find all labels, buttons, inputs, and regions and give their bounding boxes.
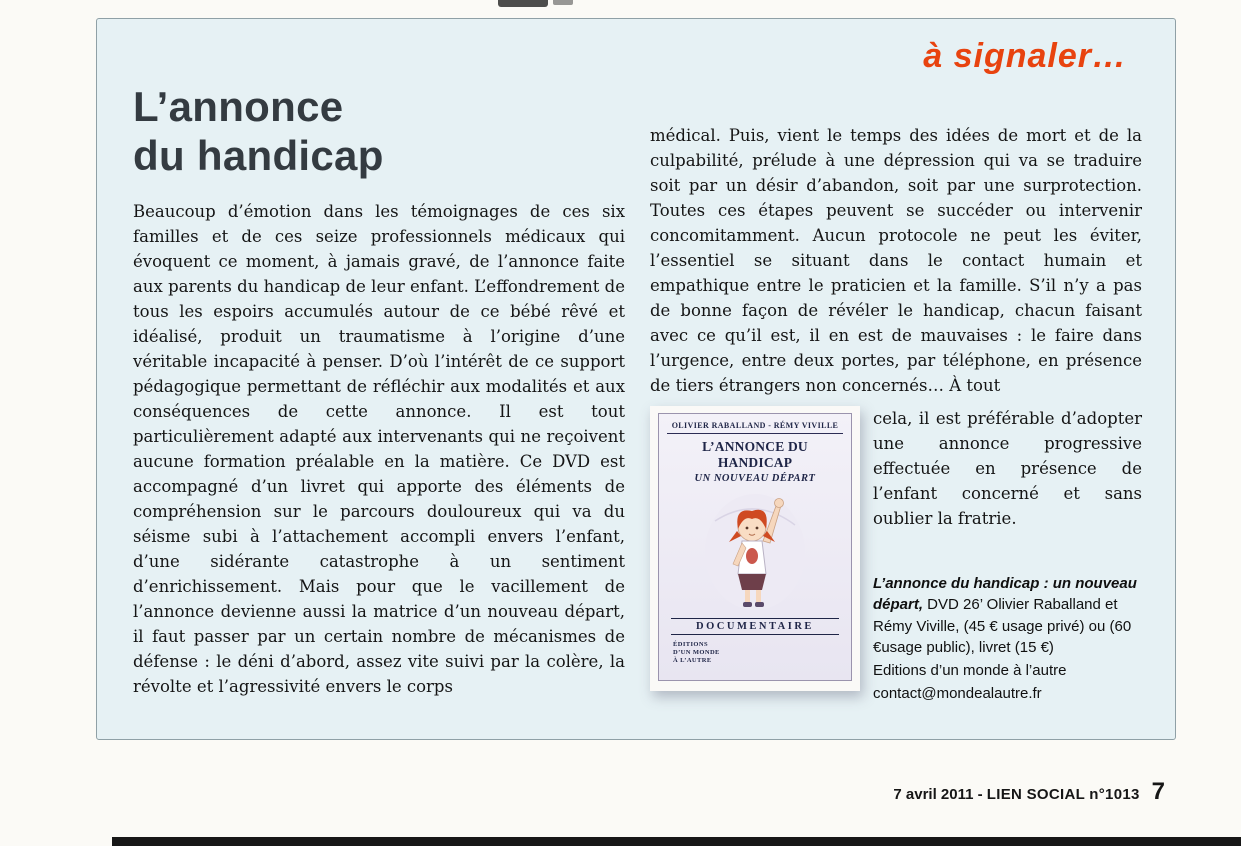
article-panel	[96, 18, 1176, 740]
page-number: 7	[1151, 778, 1165, 805]
dvd-cover-publisher-line: À L’AUTRE	[673, 657, 712, 665]
dvd-cover-title: L’ANNONCE DU HANDICAP	[702, 439, 808, 470]
footer-date: 7 avril 2011 -	[893, 786, 987, 803]
article-paragraph-left: Beaucoup d’émotion dans les témoignages de ces six familles et de ces seize professionnels médicaux qui évoquent ce moment, à jamais gravé, de l’annonce faite aux parents du handicap de leur enfant. L’effondrement de tous les espoirs accumulés autour de ce bébé rêvé et idéalisé, produit un traumatisme à l’origine d’une véritable incapacité à penser. D’où l’intérêt de ce support pédagogique permettant de réfléchir aux modalités et aux conséquences de cette annonce. Il est tout particulièrement adapté aux intervenants qui ne reçoivent aucune formation préalable en la matière. Ce DVD est accompagné d’un livret qui apporte des éléments de compréhension sur le parcours douloureux qui va du séisme subi à l’attachement accompli envers l’enfant, d’une sidérante catastrophe à un sentiment d’enrichissement. Mais pour que le vacillement de l’annonce devienne aussi la matrice d’un nouveau départ, il faut passer par un certain nombre de mécanismes de défense : le déni d’abord, assez vite suivi par la colère, la révolte et l’agressivité envers le corps	[133, 202, 625, 696]
dvd-cover-publisher-line: D’UN MONDE	[673, 649, 720, 657]
caption-email: contact@mondealautre.fr	[873, 685, 1042, 703]
child-illustration	[700, 489, 810, 615]
article-paragraph-right-wrap: cela, il est préférable d’adopter une annonce progressive effectuée en présence de l’enfant concerné et sans oublier la fratrie.	[873, 409, 1142, 528]
article-title	[133, 83, 384, 180]
dvd-cover-publisher	[673, 641, 845, 665]
section-label: à signaler…	[923, 37, 1127, 75]
caption-publisher: Editions d’un monde à l’autre	[873, 662, 1067, 680]
media-and-caption-row	[650, 406, 1142, 705]
dvd-cover	[658, 413, 852, 681]
dvd-cover-subtitle: UN NOUVEAU DÉPART	[694, 473, 816, 484]
scan-artifact-top	[553, 0, 573, 5]
caption-title: L’annonce du handicap : un nouveau départ,	[873, 575, 1137, 614]
article-column-right	[650, 123, 1142, 705]
wrap-text-column	[873, 406, 1142, 705]
caption-details: DVD 26’ Olivier Raballand et Rémy Viville, (45 € usage privé) ou (60 €usage public), livret (15 €)	[873, 596, 1132, 656]
dvd-cover-illustration	[677, 489, 833, 615]
media-caption	[873, 573, 1142, 705]
article-title-line2: du handicap	[133, 131, 384, 179]
footer-magazine: LIEN SOCIAL n°1013	[986, 786, 1140, 803]
page-footer	[893, 778, 1165, 806]
article-column-left	[133, 199, 625, 699]
scan-artifact-bottom-bar	[112, 837, 1241, 846]
scan-artifact-top	[498, 0, 548, 7]
dvd-cover-publisher-line: ÉDITIONS	[673, 641, 708, 648]
article-paragraph-right-top: médical. Puis, vient le temps des idées de mort et de la culpabilité, prélude à une dépression qui va se traduire soit par un désir d’abandon, soit par une surprotection. Toutes ces étapes peuvent se succéder ou intervenir concomitamment. Aucun protocole ne peut les éviter, l’essentiel se situant dans le contact humain et empathique entre le praticien et la famille. S’il n’y a pas de bonne façon de révéler le handicap, chacun faisant avec ce qu’il est, il en est de mauvaises : le faire dans l’urgence, entre deux portes, par téléphone, en présence de tiers étrangers non concernés… À tout	[650, 126, 1142, 395]
dvd-cover-genre-banner: DOCUMENTAIRE	[671, 618, 839, 635]
dvd-cover-photo	[650, 406, 860, 691]
caption-main	[873, 573, 1142, 658]
dvd-cover-authors: OLIVIER RABALLAND - RÉMY VIVILLE	[667, 421, 843, 434]
article-title-line1: L’annonce	[133, 83, 344, 130]
